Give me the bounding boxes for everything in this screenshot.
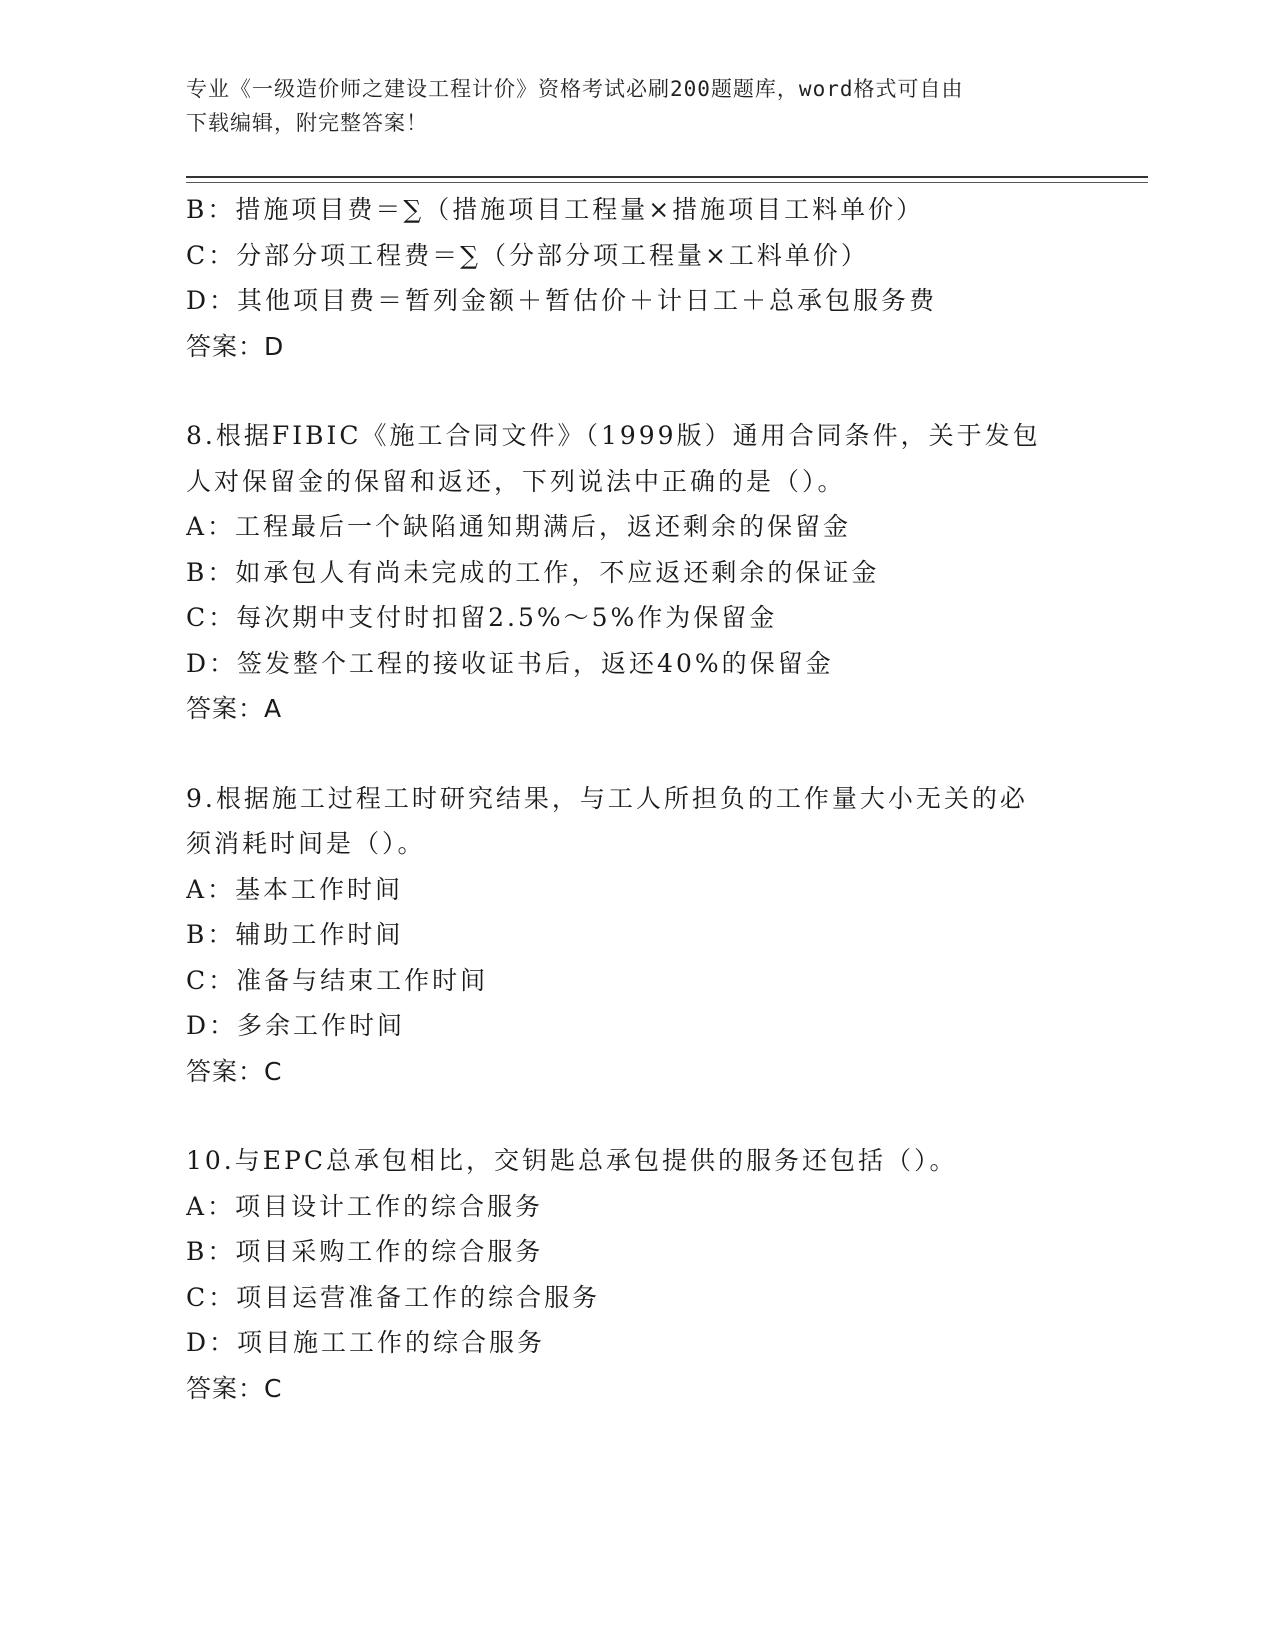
option-c: C：准备与结束工作时间	[186, 965, 489, 995]
answer: 答案：A	[186, 694, 283, 723]
question-text-line: 9.根据施工过程工时研究结果，与工人所担负的工作量大小无关的必	[186, 783, 1028, 813]
option-b: B：辅助工作时间	[186, 920, 404, 949]
option-d: D：其他项目费＝暂列金额＋暂估价＋计日工＋总承包服务费	[186, 286, 938, 315]
header-divider-thick	[186, 176, 1148, 178]
option-d: D：签发整个工程的接收证书后，返还40%的保留金	[186, 648, 834, 678]
option-d: D：多余工作时间	[186, 1011, 406, 1040]
answer: 答案：D	[186, 331, 285, 361]
option-b: B：项目采购工作的综合服务	[186, 1237, 544, 1266]
spacer	[186, 369, 1066, 413]
question-content	[186, 187, 1066, 1411]
question-text-line: 10.与EPC总承包相比，交钥匙总承包提供的服务还包括（）。	[186, 1146, 958, 1175]
option-d: D：项目施工工作的综合服务	[186, 1328, 546, 1357]
option-c: C：项目运营准备工作的综合服务	[186, 1282, 601, 1312]
question-7-continued	[186, 187, 1066, 369]
option-b: B：措施项目费＝∑（措施项目工程量×措施项目工料单价）	[186, 195, 925, 224]
spacer	[186, 1094, 1066, 1138]
question-text-line: 人对保留金的保留和返还，下列说法中正确的是（）。	[186, 466, 846, 496]
spacer	[186, 732, 1066, 776]
option-b: B：如承包人有尚未完成的工作，不应返还剩余的保证金	[186, 557, 880, 587]
question-8	[186, 413, 1066, 732]
question-text-line: 8.根据FIBIC《施工合同文件》（1999版）通用合同条件，关于发包	[186, 421, 1041, 450]
option-a: A：基本工作时间	[186, 874, 404, 904]
header-line-1: 专业《一级造价师之建设工程计价》资格考试必刷200题题库，word格式可自由	[186, 77, 964, 101]
header-line-2: 下载编辑，附完整答案！	[186, 111, 428, 135]
header-divider-thin	[186, 182, 1148, 183]
option-a: A：项目设计工作的综合服务	[186, 1191, 544, 1221]
option-c: C：分部分项工程费＝∑（分部分项工程量×工料单价）	[186, 240, 869, 270]
question-10	[186, 1138, 1066, 1411]
page-header	[186, 72, 1066, 140]
question-text-line: 须消耗时间是（）。	[186, 829, 426, 858]
option-c: C：每次期中支付时扣留2.5%～5%作为保留金	[186, 603, 778, 632]
answer: 答案：C	[186, 1373, 283, 1403]
question-9	[186, 776, 1066, 1095]
option-a: A：工程最后一个缺陷通知期满后，返还剩余的保留金	[186, 512, 852, 541]
answer: 答案：C	[186, 1056, 283, 1086]
